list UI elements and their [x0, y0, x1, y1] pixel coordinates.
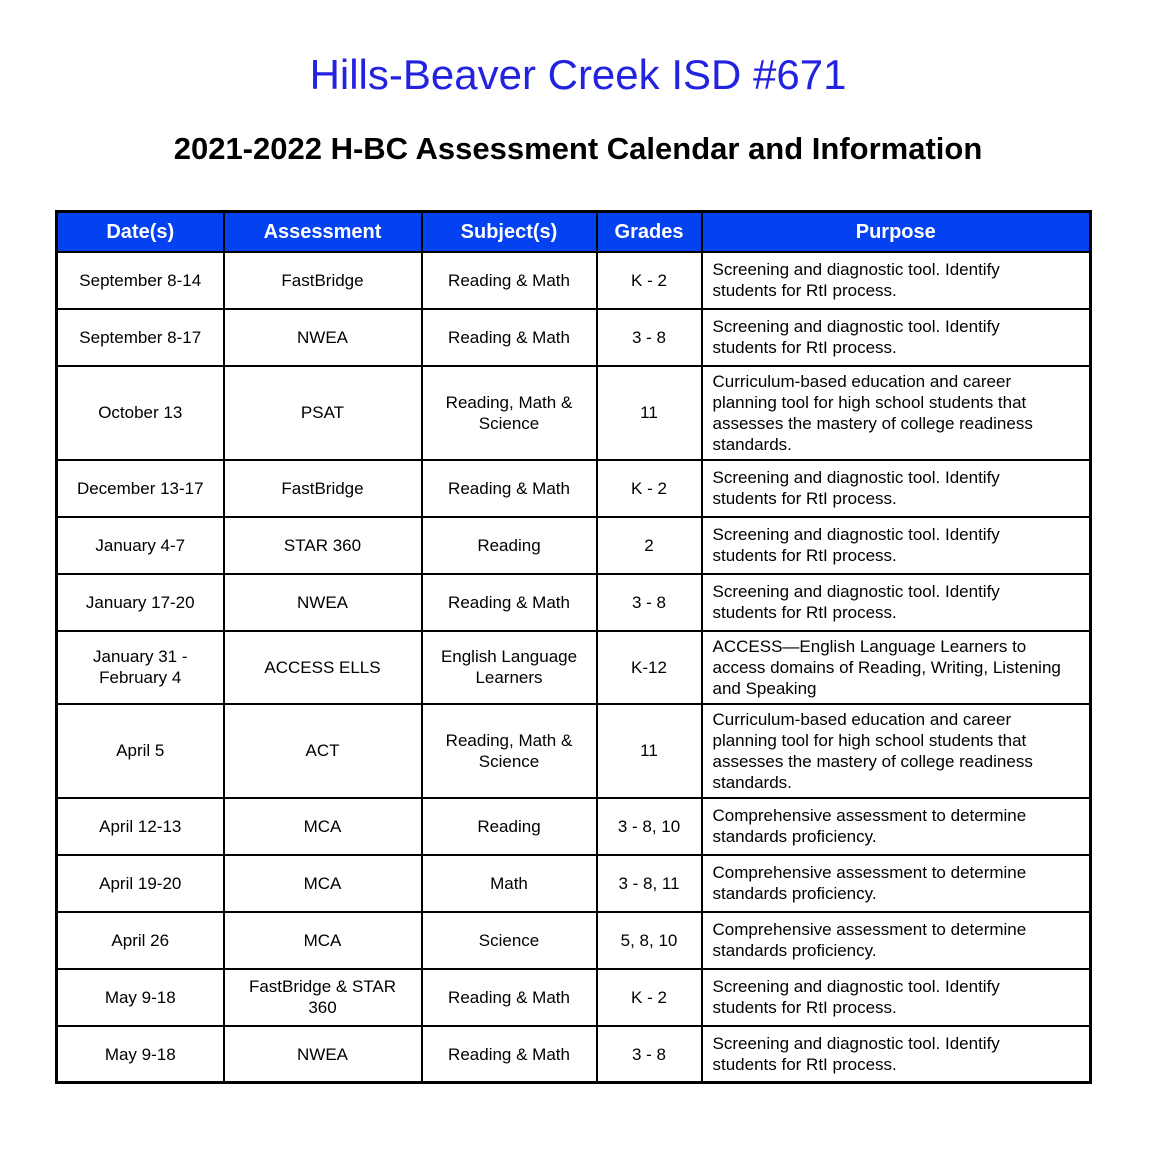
cell-grades: 3 - 8 [597, 309, 702, 366]
table-row [57, 517, 1091, 574]
cell-subjects: Reading, Math & Science [422, 366, 597, 460]
cell-assessment: MCA [224, 855, 422, 912]
cell-purpose: Screening and diagnostic tool. Identify students for RtI process. [702, 969, 1091, 1026]
cell-dates: September 8-17 [57, 309, 224, 366]
cell-subjects: Reading & Math [422, 309, 597, 366]
cell-subjects: Reading [422, 798, 597, 855]
cell-subjects: English Language Learners [422, 631, 597, 704]
table-row [57, 704, 1091, 798]
cell-dates: April 12-13 [57, 798, 224, 855]
cell-purpose: Comprehensive assessment to determine standards proficiency. [702, 855, 1091, 912]
cell-subjects: Reading & Math [422, 969, 597, 1026]
cell-grades: 2 [597, 517, 702, 574]
cell-assessment: NWEA [224, 309, 422, 366]
cell-dates: January 4-7 [57, 517, 224, 574]
cell-assessment: MCA [224, 912, 422, 969]
cell-subjects: Reading & Math [422, 1026, 597, 1083]
cell-dates: April 26 [57, 912, 224, 969]
cell-dates: October 13 [57, 366, 224, 460]
table-row [57, 1026, 1091, 1083]
table-row [57, 309, 1091, 366]
cell-subjects: Reading & Math [422, 460, 597, 517]
column-header-dates: Date(s) [57, 212, 224, 252]
cell-assessment: ACCESS ELLS [224, 631, 422, 704]
cell-subjects: Reading & Math [422, 252, 597, 309]
cell-purpose: Screening and diagnostic tool. Identify students for RtI process. [702, 517, 1091, 574]
cell-subjects: Reading & Math [422, 574, 597, 631]
cell-assessment: PSAT [224, 366, 422, 460]
cell-grades: 11 [597, 704, 702, 798]
cell-purpose: Comprehensive assessment to determine standards proficiency. [702, 798, 1091, 855]
table-header-row [57, 212, 1091, 252]
assessment-calendar-table [55, 210, 1092, 1084]
cell-purpose: Comprehensive assessment to determine standards proficiency. [702, 912, 1091, 969]
cell-purpose: Curriculum-based education and career planning tool for high school students that assesses the mastery of college readiness standards. [702, 704, 1091, 798]
cell-grades: 3 - 8 [597, 1026, 702, 1083]
cell-dates: May 9-18 [57, 1026, 224, 1083]
table-row [57, 855, 1091, 912]
table-body [57, 252, 1091, 1083]
cell-assessment: FastBridge [224, 252, 422, 309]
cell-purpose: Screening and diagnostic tool. Identify students for RtI process. [702, 309, 1091, 366]
cell-grades: K-12 [597, 631, 702, 704]
cell-dates: May 9-18 [57, 969, 224, 1026]
cell-assessment: ACT [224, 704, 422, 798]
table-row [57, 460, 1091, 517]
table-row [57, 366, 1091, 460]
page-title: Hills-Beaver Creek ISD #671 [309, 51, 847, 98]
table-row [57, 252, 1091, 309]
table-row [57, 798, 1091, 855]
cell-assessment: MCA [224, 798, 422, 855]
table-row [57, 969, 1091, 1026]
cell-dates: April 5 [57, 704, 224, 798]
cell-assessment: FastBridge [224, 460, 422, 517]
cell-assessment: STAR 360 [224, 517, 422, 574]
cell-purpose: Curriculum-based education and career planning tool for high school students that assesses the mastery of college readiness standards. [702, 366, 1091, 460]
cell-subjects: Reading, Math & Science [422, 704, 597, 798]
page-subtitle: 2021-2022 H-BC Assessment Calendar and Information [173, 131, 983, 167]
cell-grades: K - 2 [597, 252, 702, 309]
table-row [57, 574, 1091, 631]
cell-dates: December 13-17 [57, 460, 224, 517]
cell-dates: April 19-20 [57, 855, 224, 912]
cell-purpose: ACCESS—English Language Learners to access domains of Reading, Writing, Listening and Speaking [702, 631, 1091, 704]
cell-purpose: Screening and diagnostic tool. Identify students for RtI process. [702, 460, 1091, 517]
cell-assessment: FastBridge & STAR 360 [224, 969, 422, 1026]
cell-assessment: NWEA [224, 1026, 422, 1083]
cell-subjects: Math [422, 855, 597, 912]
column-header-purpose: Purpose [702, 212, 1091, 252]
column-header-grades: Grades [597, 212, 702, 252]
cell-grades: K - 2 [597, 969, 702, 1026]
cell-dates: September 8-14 [57, 252, 224, 309]
column-header-assessment: Assessment [224, 212, 422, 252]
table-row [57, 912, 1091, 969]
cell-purpose: Screening and diagnostic tool. Identify students for RtI process. [702, 574, 1091, 631]
cell-assessment: NWEA [224, 574, 422, 631]
cell-grades: 3 - 8, 11 [597, 855, 702, 912]
cell-dates: January 17-20 [57, 574, 224, 631]
cell-grades: 11 [597, 366, 702, 460]
cell-grades: 5, 8, 10 [597, 912, 702, 969]
cell-purpose: Screening and diagnostic tool. Identify students for RtI process. [702, 1026, 1091, 1083]
cell-purpose: Screening and diagnostic tool. Identify students for RtI process. [702, 252, 1091, 309]
cell-dates: January 31 - February 4 [57, 631, 224, 704]
cell-subjects: Science [422, 912, 597, 969]
cell-grades: 3 - 8, 10 [597, 798, 702, 855]
table-row [57, 631, 1091, 704]
cell-grades: 3 - 8 [597, 574, 702, 631]
cell-grades: K - 2 [597, 460, 702, 517]
cell-subjects: Reading [422, 517, 597, 574]
column-header-subjects: Subject(s) [422, 212, 597, 252]
